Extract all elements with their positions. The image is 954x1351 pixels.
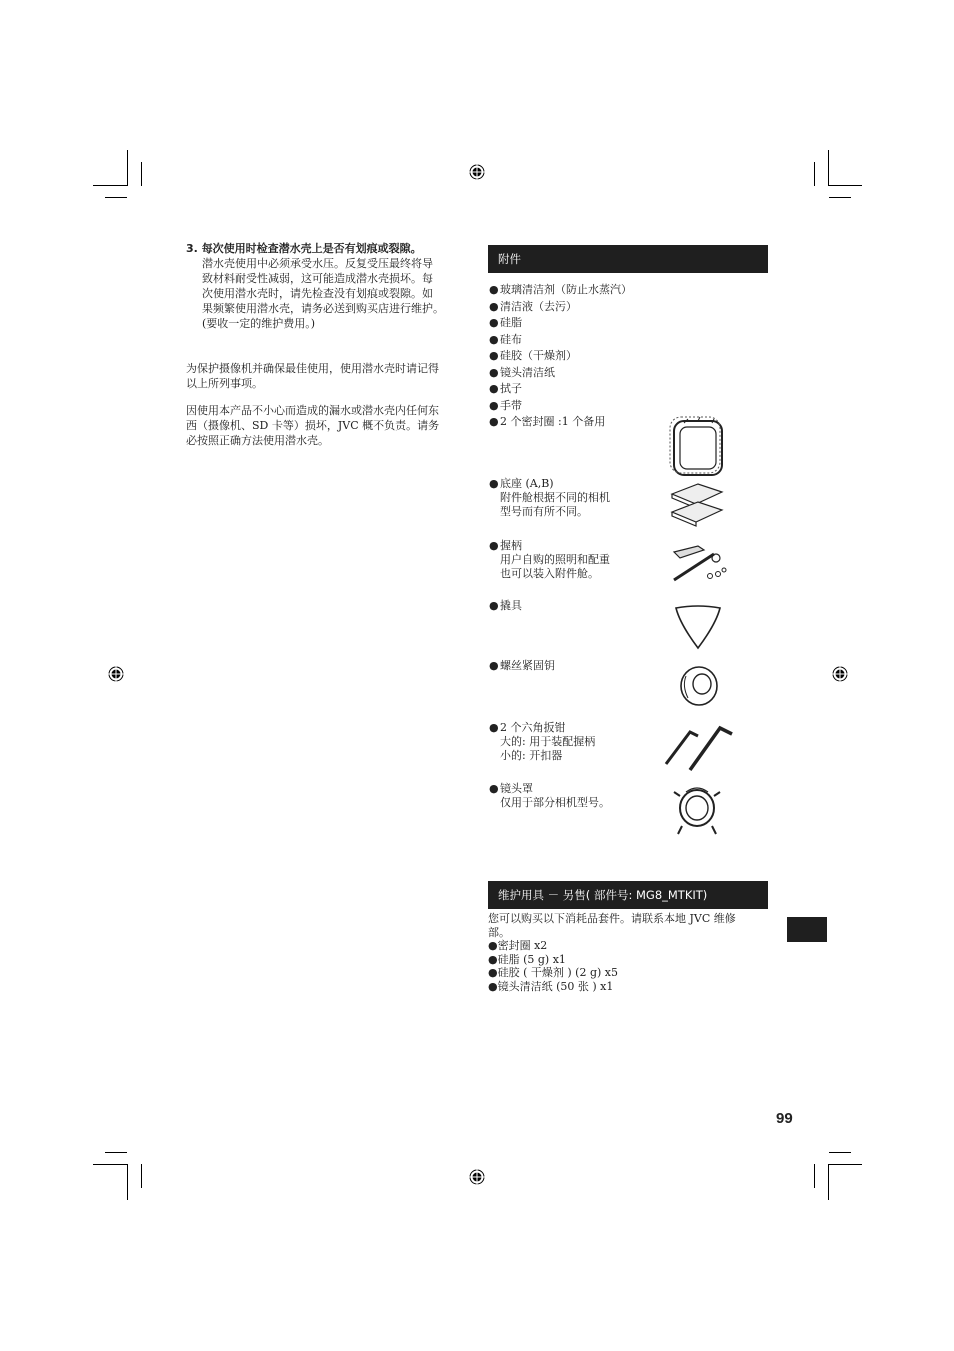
grip-note: 用户自购的照明和配重 — [500, 553, 610, 566]
pry-tool-illustration — [672, 604, 724, 652]
list-item-label: 拭子 — [500, 382, 522, 395]
list-item — [489, 299, 632, 316]
paragraph-line: 以上所列事项。 — [186, 377, 263, 390]
base-label: 底座 (A,B) — [500, 477, 554, 490]
bullet-icon: ● — [489, 659, 499, 672]
lens-hood-label: 镜头罩 — [500, 782, 533, 795]
grip-label: 握柄 — [500, 539, 522, 552]
list-item-label: 硅胶 ( 干燥剂 ) (2 g) x5 — [497, 966, 618, 980]
bullet-icon: ● — [489, 283, 499, 296]
step-3 — [186, 241, 466, 331]
list-item-label: 镜头清洁纸 — [500, 365, 555, 379]
maintenance-intro-line: 部。 — [488, 925, 510, 939]
paragraph-line: 因使用本产品不小心而造成的漏水或潜水壳内任何东 — [186, 404, 439, 417]
list-item — [488, 953, 778, 967]
bullet-icon: ● — [489, 415, 499, 428]
list-item — [488, 980, 778, 994]
pry-tool-label: 撬具 — [500, 599, 522, 612]
list-item-label: 硅脂 — [500, 316, 522, 329]
bullet-icon: ● — [489, 398, 499, 412]
bullet-icon: ● — [489, 316, 499, 329]
step-body-line: (要收一定的维护费用。) — [202, 317, 316, 330]
bullet-icon: ● — [488, 952, 498, 966]
list-item — [489, 332, 632, 349]
hex-wrench-item — [489, 721, 595, 763]
list-item-label: 玻璃清洁剂（防止水蒸汽） — [500, 283, 632, 296]
registration-mark-icon — [832, 666, 848, 682]
base-note: 附件舱根据不同的相机 — [500, 491, 610, 504]
list-item-label: 硅胶（干燥剂） — [500, 349, 577, 362]
bullet-icon: ● — [488, 979, 498, 993]
bullet-icon: ● — [488, 966, 498, 980]
screw-key-item — [489, 659, 555, 673]
list-item-label: 镜头清洁纸 (50 张 ) x1 — [497, 979, 614, 993]
paragraph-line: 西（摄像机、SD 卡等）损坏，JVC 概不负责。请务 — [186, 419, 440, 432]
step-body — [186, 256, 466, 331]
list-item — [488, 939, 778, 953]
registration-mark-icon — [108, 666, 124, 682]
base-plates-illustration — [668, 480, 726, 528]
screw-key-illustration — [676, 662, 722, 708]
base-note: 型号而有所不同。 — [500, 505, 588, 518]
list-item — [489, 282, 632, 299]
list-item — [489, 381, 632, 398]
paragraph-line: 为保护摄像机并确保最佳使用，使用潜水壳时请记得 — [186, 362, 439, 375]
bullet-icon: ● — [489, 365, 499, 379]
bullet-icon: ● — [489, 599, 499, 612]
hex-wrench-illustration — [662, 724, 736, 774]
list-item-label: 手带 — [500, 398, 522, 412]
registration-mark-icon — [469, 1169, 485, 1185]
bullet-icon: ● — [489, 299, 499, 313]
screw-key-label: 螺丝紧固钥 — [500, 659, 555, 672]
list-item — [488, 966, 778, 980]
maintenance-header: 维护用具 － 另售( 部件号: MG8_MTKIT) — [488, 881, 768, 909]
maintenance-section — [488, 912, 778, 994]
list-item — [489, 348, 632, 365]
grip-item — [489, 539, 610, 581]
paragraph-care — [186, 361, 466, 391]
grip-note: 也可以装入附件舱。 — [500, 567, 599, 580]
step-body-line: 果频繁使用潜水壳，请务必送到购买店进行维护。 — [202, 302, 444, 315]
bullet-icon: ● — [488, 939, 498, 953]
bullet-icon: ● — [489, 539, 499, 552]
paragraph-line: 必按照正确方法使用潜水壳。 — [186, 434, 329, 447]
pry-tool-item — [489, 599, 522, 613]
bullet-icon: ● — [489, 332, 499, 346]
list-item — [489, 398, 632, 415]
section-tab — [787, 917, 827, 942]
lens-hood-note: 仅用于部分相机型号。 — [500, 796, 610, 809]
step-body-line: 潜水壳使用中必须承受水压。反复受压最终将导 — [202, 257, 433, 270]
list-item-label: 密封圈 x2 — [497, 939, 548, 953]
accessories-list — [489, 282, 632, 431]
bullet-icon: ● — [489, 477, 499, 490]
bullet-icon: ● — [489, 349, 499, 362]
bullet-icon: ● — [489, 782, 499, 795]
lens-hood-illustration — [672, 784, 722, 838]
list-item-label: 清洁液（去污） — [500, 299, 577, 313]
list-item-label: 硅脂 (5 g) x1 — [497, 952, 566, 966]
lens-hood-item — [489, 782, 610, 810]
hex-wrench-note: 大的: 用于装配握柄 — [500, 735, 596, 748]
list-item — [489, 365, 632, 382]
registration-mark-icon — [469, 164, 485, 180]
list-item — [489, 414, 632, 431]
base-item — [489, 477, 610, 519]
paragraph-disclaimer — [186, 403, 466, 448]
left-column — [186, 241, 466, 448]
hex-wrench-label: 2 个六角扳钳 — [500, 721, 566, 734]
step-title: 每次使用时检查潜水壳上是否有划痕或裂隙。 — [201, 242, 422, 255]
step-number: 3. — [186, 242, 198, 255]
list-item — [489, 315, 632, 332]
seal-ring-illustration — [664, 413, 730, 479]
grip-illustration — [668, 540, 730, 590]
list-item-label: 硅布 — [500, 332, 522, 346]
hex-wrench-note: 小的: 开扣器 — [500, 749, 563, 762]
step-body-line: 致材料耐受性减弱，这可能造成潜水壳损坏。每 — [202, 272, 433, 285]
accessories-header: 附件 — [488, 245, 768, 273]
maintenance-intro-line: 您可以购买以下消耗品套件。请联系本地 JVC 维修 — [488, 912, 736, 925]
step-body-line: 次使用潜水壳时，请先检查没有划痕或裂隙。如 — [202, 287, 433, 300]
bullet-icon: ● — [489, 382, 499, 395]
list-item-label: 2 个密封圈 :1 个备用 — [500, 415, 606, 428]
page-number: 99 — [776, 1110, 793, 1127]
bullet-icon: ● — [489, 721, 499, 734]
